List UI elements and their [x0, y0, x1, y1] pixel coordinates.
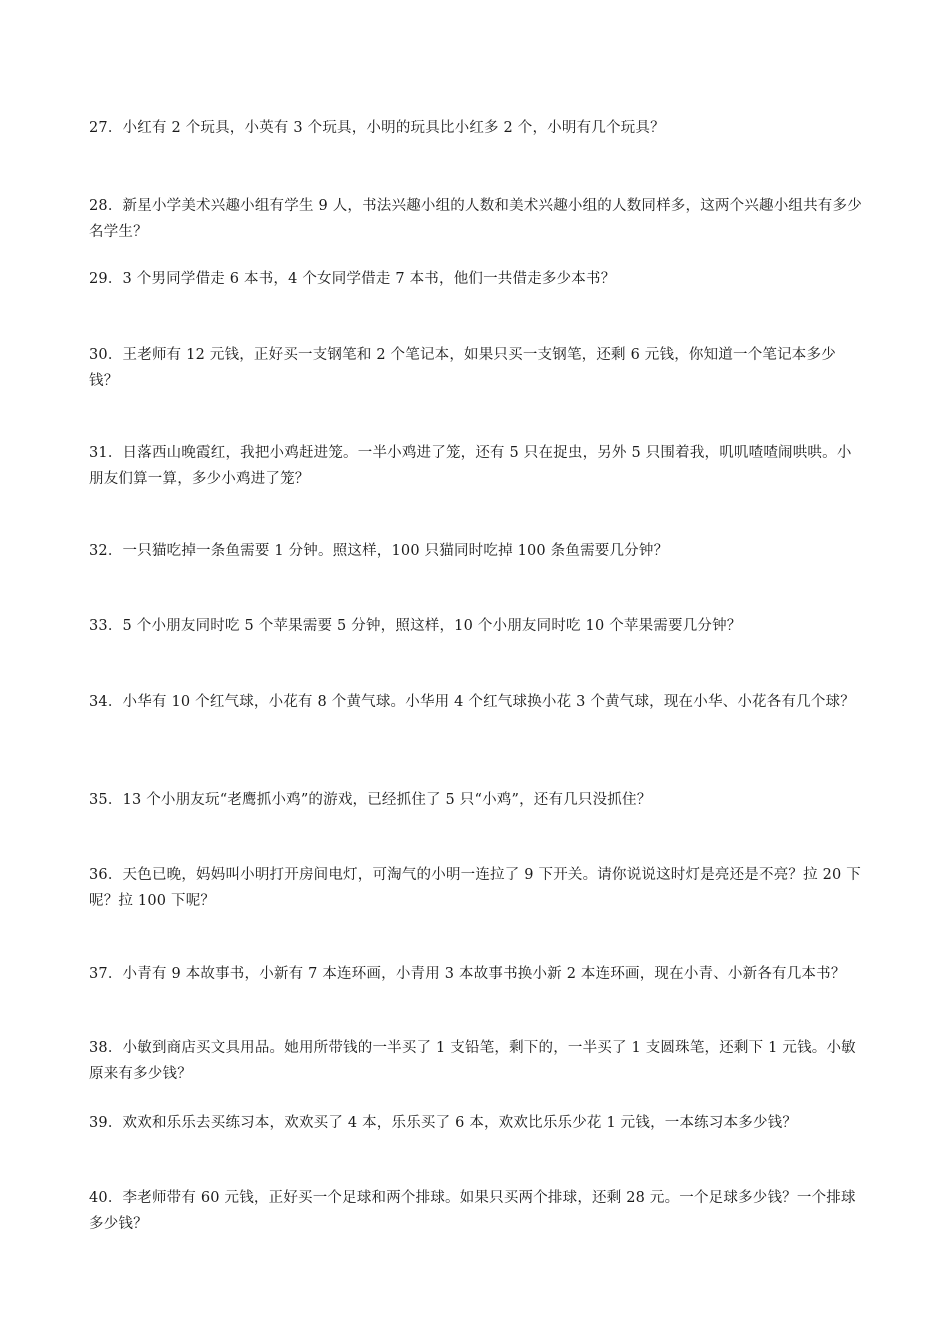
question-36: 36．天色已晚，妈妈叫小明打开房间电灯，可淘气的小明一连拉了 9 下开关。请你说说这时灯是亮还是不亮？拉 20 下呢？拉 100 下呢？	[89, 867, 861, 909]
question-31: 31．日落西山晚霞红，我把小鸡赶进笼。一半小鸡进了笼，还有 5 只在捉虫，另外 5 只围着我，叽叽喳喳闹哄哄。小朋友们算一算，多少小鸡进了笼？	[89, 445, 852, 487]
question-28: 28．新星小学美术兴趣小组有学生 9 人，书法兴趣小组的人数和美术兴趣小组的人数同样多，这两个兴趣小组共有多少名学生？	[89, 198, 862, 240]
question-37: 37．小青有 9 本故事书，小新有 7 本连环画，小青用 3 本故事书换小新 2 本连环画，现在小青、小新各有几本书？	[89, 966, 846, 982]
question-34: 34．小华有 10 个红气球，小花有 8 个黄气球。小华用 4 个红气球换小花 3 个黄气球，现在小华、小花各有几个球？	[89, 694, 855, 710]
question-38: 38．小敏到商店买文具用品。她用所带钱的一半买了 1 支铅笔，剩下的，一半买了 1 支圆珠笔，还剩下 1 元钱。小敏原来有多少钱？	[89, 1040, 856, 1082]
question-29: 29．3 个男同学借走 6 本书，4 个女同学借走 7 本书，他们一共借走多少本书？	[89, 271, 616, 287]
question-27: 27．小红有 2 个玩具，小英有 3 个玩具，小明的玩具比小红多 2 个，小明有几个玩具？	[89, 120, 665, 136]
question-35: 35．13 个小朋友玩“老鹰抓小鸡”的游戏，已经抓住了 5 只“小鸡”，还有几只没抓住？	[89, 792, 652, 808]
question-33: 33．5 个小朋友同时吃 5 个苹果需要 5 分钟，照这样，10 个小朋友同时吃 10 个苹果需要几分钟？	[89, 618, 742, 634]
question-30: 30．王老师有 12 元钱，正好买一支钢笔和 2 个笔记本，如果只买一支钢笔，还剩 6 元钱，你知道一个笔记本多少钱？	[89, 347, 836, 389]
question-40: 40．李老师带有 60 元钱，正好买一个足球和两个排球。如果只买两个排球，还剩 28 元。一个足球多少钱？一个排球多少钱？	[89, 1190, 856, 1232]
question-39: 39．欢欢和乐乐去买练习本，欢欢买了 4 本，乐乐买了 6 本，欢欢比乐乐少花 1 元钱，一本练习本多少钱？	[89, 1115, 798, 1131]
question-32: 32．一只猫吃掉一条鱼需要 1 分钟。照这样，100 只猫同时吃掉 100 条鱼需要几分钟？	[89, 543, 669, 559]
